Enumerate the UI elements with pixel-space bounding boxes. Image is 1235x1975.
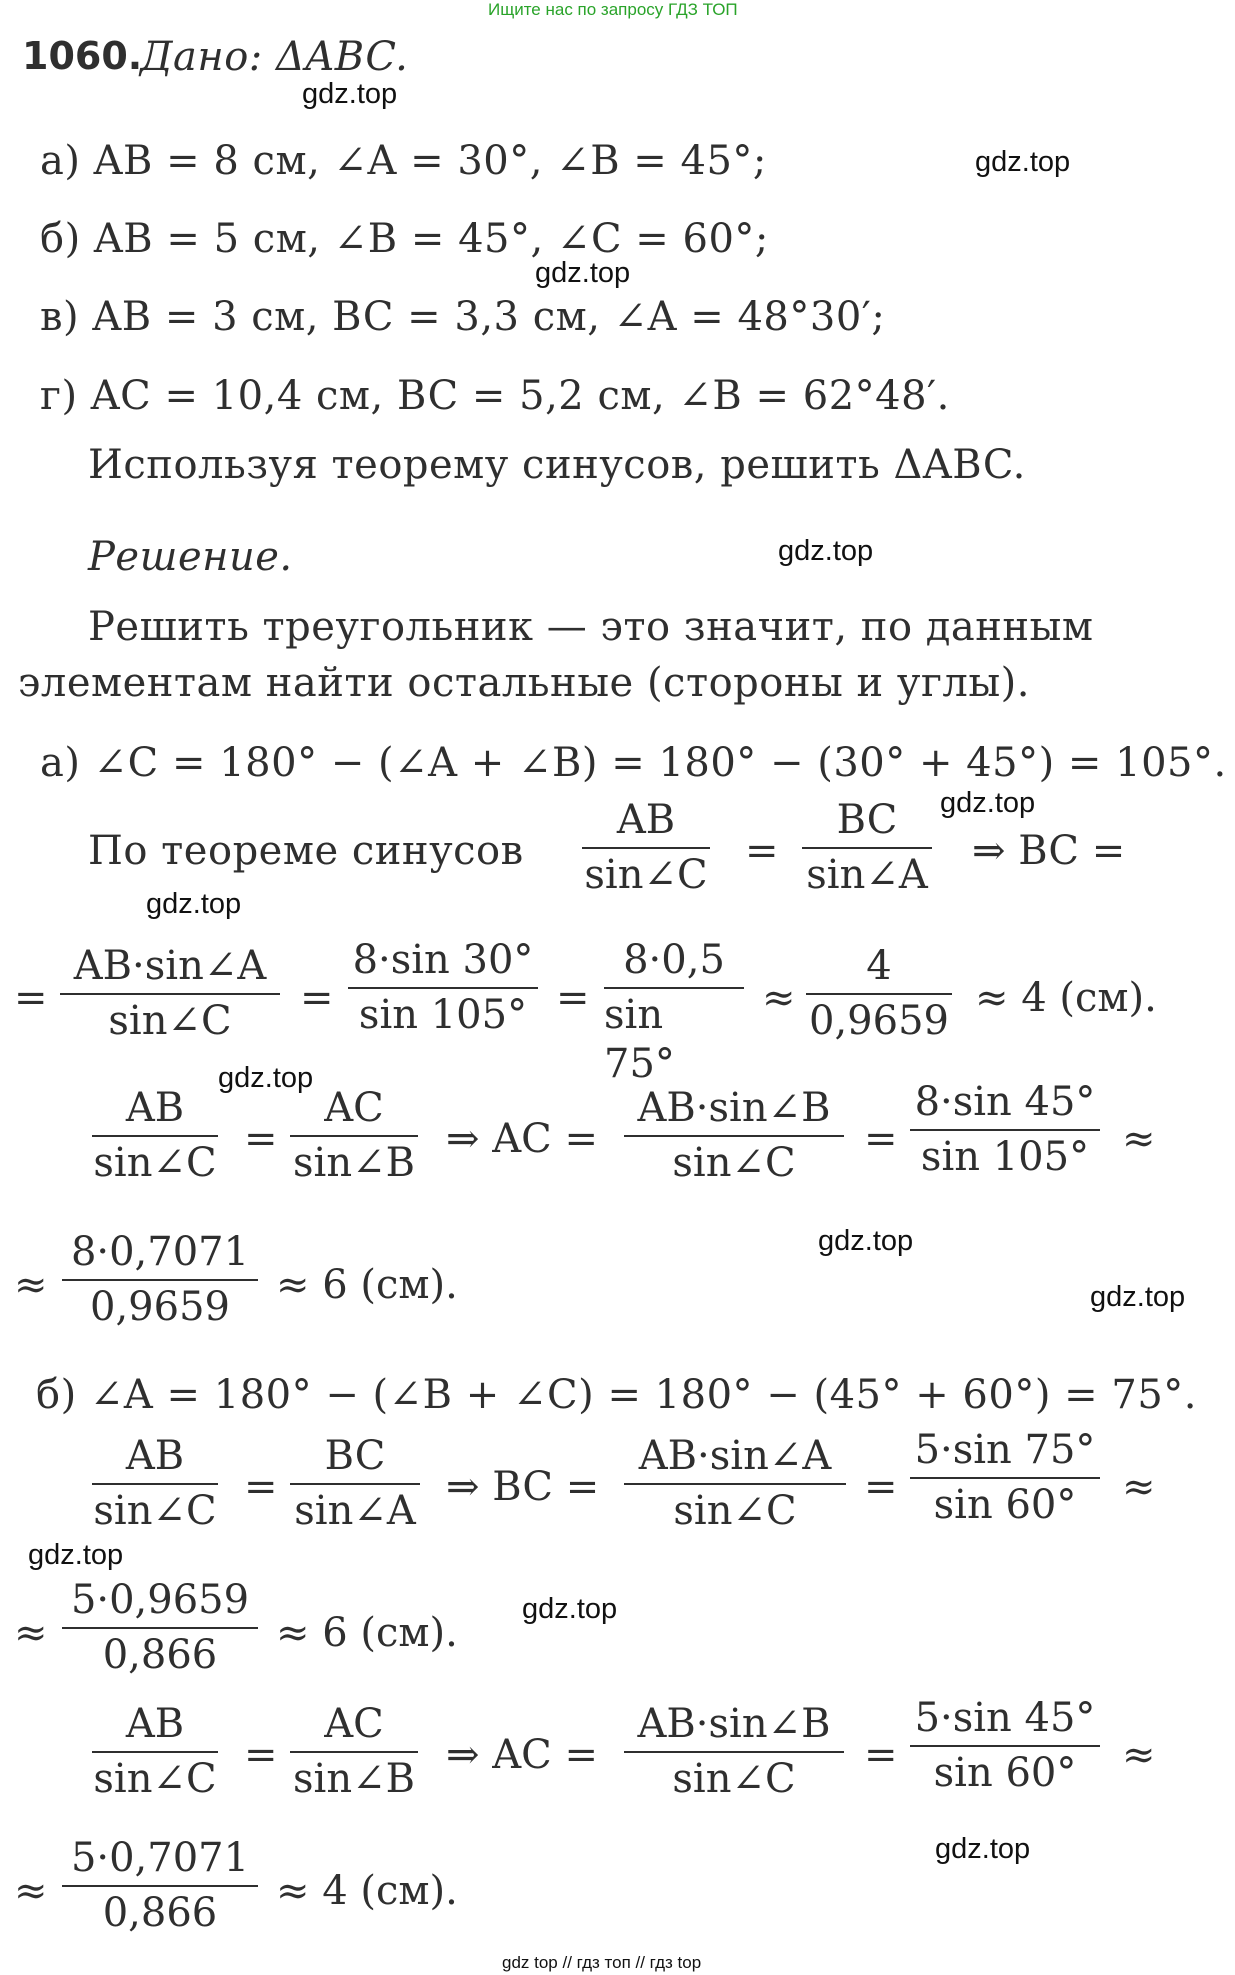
task-line: Используя теорему синусов, решить ΔABC. bbox=[88, 442, 1026, 488]
watermark: gdz.top bbox=[146, 888, 242, 920]
fraction bbox=[92, 1432, 218, 1536]
fraction bbox=[92, 1084, 218, 1188]
numerator: 5·0,7071 bbox=[70, 1835, 250, 1881]
denominator: sin∠B bbox=[293, 1139, 415, 1186]
fraction bbox=[290, 1432, 420, 1536]
watermark: gdz.top bbox=[778, 535, 874, 567]
watermark: gdz.top bbox=[940, 787, 1036, 819]
top-banner: Ищите нас по запросу ГДЗ ТОП bbox=[488, 0, 738, 19]
theorem-text: По теореме синусов bbox=[88, 828, 524, 874]
result: ≈ 6 (см). bbox=[276, 1610, 458, 1656]
fraction bbox=[910, 1694, 1100, 1798]
numerator: 8·0,7071 bbox=[70, 1229, 250, 1275]
implies-ac: ⇒ AC = bbox=[446, 1116, 598, 1162]
equals-sign: = bbox=[244, 1732, 278, 1778]
equals-sign: = bbox=[300, 975, 334, 1021]
fraction bbox=[802, 796, 932, 900]
equals-sign: = bbox=[745, 828, 779, 874]
equals-sign: = bbox=[244, 1116, 278, 1162]
equals-sign: = bbox=[244, 1464, 278, 1510]
denominator: sin∠A bbox=[806, 851, 928, 898]
implies-bc: ⇒ BC = bbox=[972, 828, 1126, 874]
fraction bbox=[806, 942, 952, 1046]
fraction bbox=[624, 1084, 844, 1188]
numerator: 4 bbox=[866, 943, 892, 989]
numerator: AB·sin∠A bbox=[638, 1433, 832, 1479]
denominator: sin∠A bbox=[294, 1487, 416, 1534]
given-line: Дано: ΔABC. bbox=[140, 34, 409, 80]
fraction bbox=[290, 1084, 418, 1188]
numerator: 5·sin 45° bbox=[914, 1695, 1096, 1741]
denominator: sin∠C bbox=[673, 1487, 797, 1534]
denominator: sin∠C bbox=[93, 1487, 217, 1534]
solution-b-angle: б) ∠A = 180° − (∠B + ∠C) = 180° − (45° + 60°) = 75°. bbox=[36, 1372, 1197, 1418]
numerator: 8·0,5 bbox=[623, 937, 725, 983]
denominator: sin 60° bbox=[933, 1481, 1077, 1528]
result: ≈ 4 (см). bbox=[276, 1868, 458, 1914]
numerator: BC bbox=[836, 797, 898, 843]
approx-sign: ≈ bbox=[14, 1610, 48, 1656]
fraction bbox=[60, 942, 280, 1046]
result: ≈ 6 (см). bbox=[276, 1262, 458, 1308]
denominator: 0,9659 bbox=[809, 997, 949, 1044]
denominator: 0,866 bbox=[102, 1631, 218, 1678]
numerator: AB·sin∠B bbox=[637, 1701, 831, 1747]
equals-sign: = bbox=[864, 1732, 898, 1778]
fraction bbox=[348, 936, 538, 1040]
fraction bbox=[910, 1426, 1100, 1530]
fraction bbox=[910, 1078, 1100, 1182]
denominator: sin∠B bbox=[293, 1755, 415, 1802]
numerator: AB bbox=[616, 797, 676, 843]
watermark: gdz.top bbox=[218, 1062, 314, 1094]
watermark: gdz.top bbox=[975, 146, 1071, 178]
denominator: 0,866 bbox=[102, 1889, 218, 1936]
given-b: б) AB = 5 см, ∠B = 45°, ∠C = 60°; bbox=[40, 216, 769, 262]
watermark: gdz.top bbox=[28, 1539, 124, 1571]
fraction bbox=[92, 1700, 218, 1804]
numerator: AB·sin∠A bbox=[73, 943, 267, 989]
fraction bbox=[582, 796, 710, 900]
equals-sign: = bbox=[864, 1464, 898, 1510]
watermark: gdz.top bbox=[935, 1833, 1031, 1865]
denominator: sin∠C bbox=[93, 1755, 217, 1802]
fraction bbox=[624, 1432, 846, 1536]
numerator: AC bbox=[324, 1085, 384, 1131]
equals-sign: = bbox=[556, 975, 590, 1021]
given-g: г) AC = 10,4 см, BC = 5,2 см, ∠B = 62°48′. bbox=[40, 373, 950, 419]
solution-a-angle: а) ∠C = 180° − (∠A + ∠B) = 180° − (30° + 45°) = 105°. bbox=[40, 740, 1227, 786]
denominator: sin 75° bbox=[604, 991, 675, 1087]
solution-intro-1: Решить треугольник — это значит, по данным bbox=[88, 604, 1094, 650]
numerator: AB bbox=[125, 1701, 185, 1747]
fraction bbox=[62, 1228, 258, 1332]
approx-sign: ≈ bbox=[1122, 1732, 1156, 1778]
fraction bbox=[62, 1834, 258, 1938]
numerator: 5·sin 75° bbox=[914, 1427, 1096, 1473]
given-a: а) AB = 8 см, ∠A = 30°, ∠B = 45°; bbox=[40, 138, 767, 184]
equals-sign: = bbox=[14, 975, 48, 1021]
watermark: gdz.top bbox=[302, 78, 398, 110]
denominator: sin 105° bbox=[920, 1133, 1090, 1180]
problem-number: 1060. bbox=[22, 34, 143, 78]
bottom-banner: gdz top // гдз топ // гдз top bbox=[502, 1953, 702, 1972]
denominator: 0,9659 bbox=[90, 1283, 230, 1330]
implies-ac: ⇒ AC = bbox=[446, 1732, 598, 1778]
denominator: sin∠C bbox=[672, 1755, 796, 1802]
fraction bbox=[604, 936, 744, 1088]
watermark: gdz.top bbox=[1090, 1281, 1186, 1313]
approx-sign: ≈ bbox=[14, 1262, 48, 1308]
given-v: в) AB = 3 см, BC = 3,3 см, ∠A = 48°30′; bbox=[40, 294, 886, 340]
solution-intro-2: элементам найти остальные (стороны и углы). bbox=[18, 660, 1030, 706]
denominator: sin 105° bbox=[358, 991, 528, 1038]
denominator: sin∠C bbox=[584, 851, 708, 898]
numerator: 8·sin 30° bbox=[352, 937, 534, 983]
approx-sign: ≈ bbox=[1122, 1464, 1156, 1510]
watermark: gdz.top bbox=[535, 257, 631, 289]
implies-bc: ⇒ BC = bbox=[446, 1464, 600, 1510]
fraction bbox=[290, 1700, 418, 1804]
numerator: AB bbox=[125, 1085, 185, 1131]
solution-heading: Решение. bbox=[88, 534, 293, 580]
numerator: AB bbox=[125, 1433, 185, 1479]
result: ≈ 4 (см). bbox=[975, 975, 1157, 1021]
numerator: AB·sin∠B bbox=[637, 1085, 831, 1131]
numerator: 8·sin 45° bbox=[914, 1079, 1096, 1125]
approx-sign: ≈ bbox=[1122, 1116, 1156, 1162]
numerator: 5·0,9659 bbox=[70, 1577, 250, 1623]
fraction bbox=[62, 1576, 258, 1680]
approx-sign: ≈ bbox=[14, 1868, 48, 1914]
denominator: sin∠C bbox=[108, 997, 232, 1044]
numerator: AC bbox=[324, 1701, 384, 1747]
equals-sign: = bbox=[864, 1116, 898, 1162]
denominator: sin∠C bbox=[672, 1139, 796, 1186]
fraction bbox=[624, 1700, 844, 1804]
numerator: BC bbox=[324, 1433, 386, 1479]
watermark: gdz.top bbox=[522, 1593, 618, 1625]
denominator: sin∠C bbox=[93, 1139, 217, 1186]
watermark: gdz.top bbox=[818, 1225, 914, 1257]
approx-sign: ≈ bbox=[762, 975, 796, 1021]
denominator: sin 60° bbox=[933, 1749, 1077, 1796]
